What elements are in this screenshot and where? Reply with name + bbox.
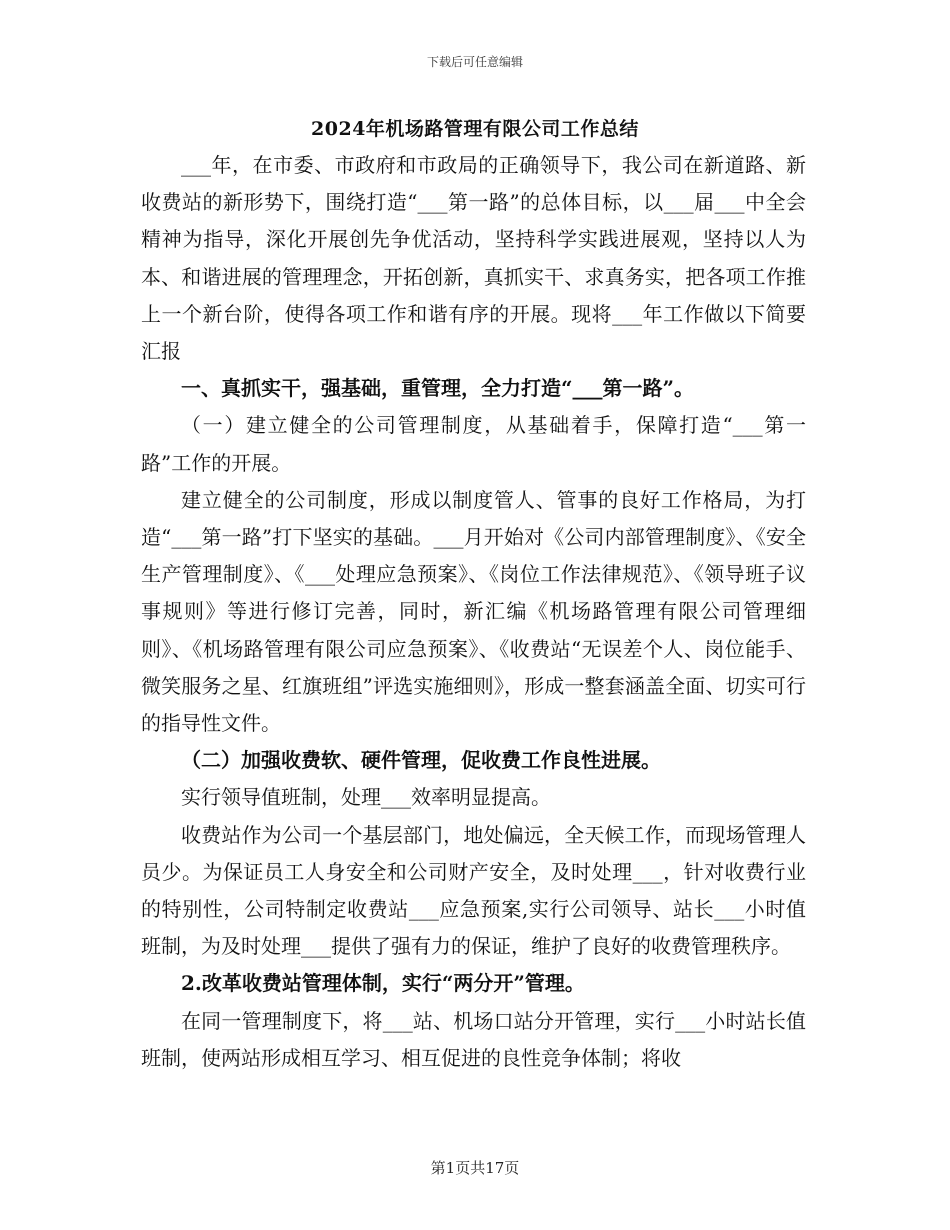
subsection-heading-2: （二）加强收费软、硬件管理，促收费工作良性进展。 [181, 748, 661, 773]
subsection-heading-1: （一）建立健全的公司管理制度，从基础着手，保障打造“___第一路”工作的开展。 [141, 413, 806, 475]
paragraph-toll-station: 收费站作为公司一个基层部门，地处偏远，全天候工作，而现场管理人员少。为保证员工人身安全和公司财产安全，及时处理___，针对收费行业的特别性，公司特制定收费站___应急预案,实行公司领导、站长___小时值班制，为及时处理___提供了强有力的保证，维护了良好的收费管理秩序。 [141, 822, 806, 959]
paragraph-intro: ___年，在市委、市政府和市政局的正确领导下，我公司在新道路、新收费站的新形势下，围绕打造“___第一路”的总体目标，以___届___中全会精神为指导，深化开展创先争优活动，坚持科学实践进展观，坚持以人为本、和谐进展的管理理念，开拓创新，真抓实干、求真务实，把各项工作推上一个新台阶，使得各项工作和谐有序的开展。现将___年工作做以下简要汇报 [141, 153, 806, 364]
page-header-note: 下载后可任意编辑 [426, 55, 523, 69]
document-title: 2024年机场路管理有限公司工作总结 [311, 118, 639, 140]
paragraph-duty: 实行领导值班制，处理___效率明显提高。 [181, 785, 551, 810]
item-heading-2: 2.改革收费站管理体制，实行“两分开”管理。 [181, 971, 585, 996]
page-number: 第1页共17页 [430, 1159, 520, 1177]
document-body [141, 147, 806, 1077]
paragraph-system: 建立健全的公司制度，形成以制度管人、管事的良好工作格局，为打造“___第一路”打下坚实的基础。___月开始对《公司内部管理制度》、《安全生产管理制度》、《___处理应急预案》、《岗位工作法律规范》、《领导班子议事规则》等进行修订完善，同时，新汇编《机场路管理有限公司管理细则》、《机场路管理有限公司应急预案》、《收费站“无误差个人、岗位能手、微笑服务之星、红旗班组”评选实施细则》，形成一整套涵盖全面、切实可行的指导性文件。 [141, 487, 806, 736]
section-heading-1: 一、真抓实干，强基础，重管理，全力打造“___第一路”。 [181, 376, 695, 401]
paragraph-reform: 在同一管理制度下，将___站、机场口站分开管理，实行___小时站长值班制，使两站形成相互学习、相互促进的良性竞争体制；将收 [141, 1008, 806, 1070]
